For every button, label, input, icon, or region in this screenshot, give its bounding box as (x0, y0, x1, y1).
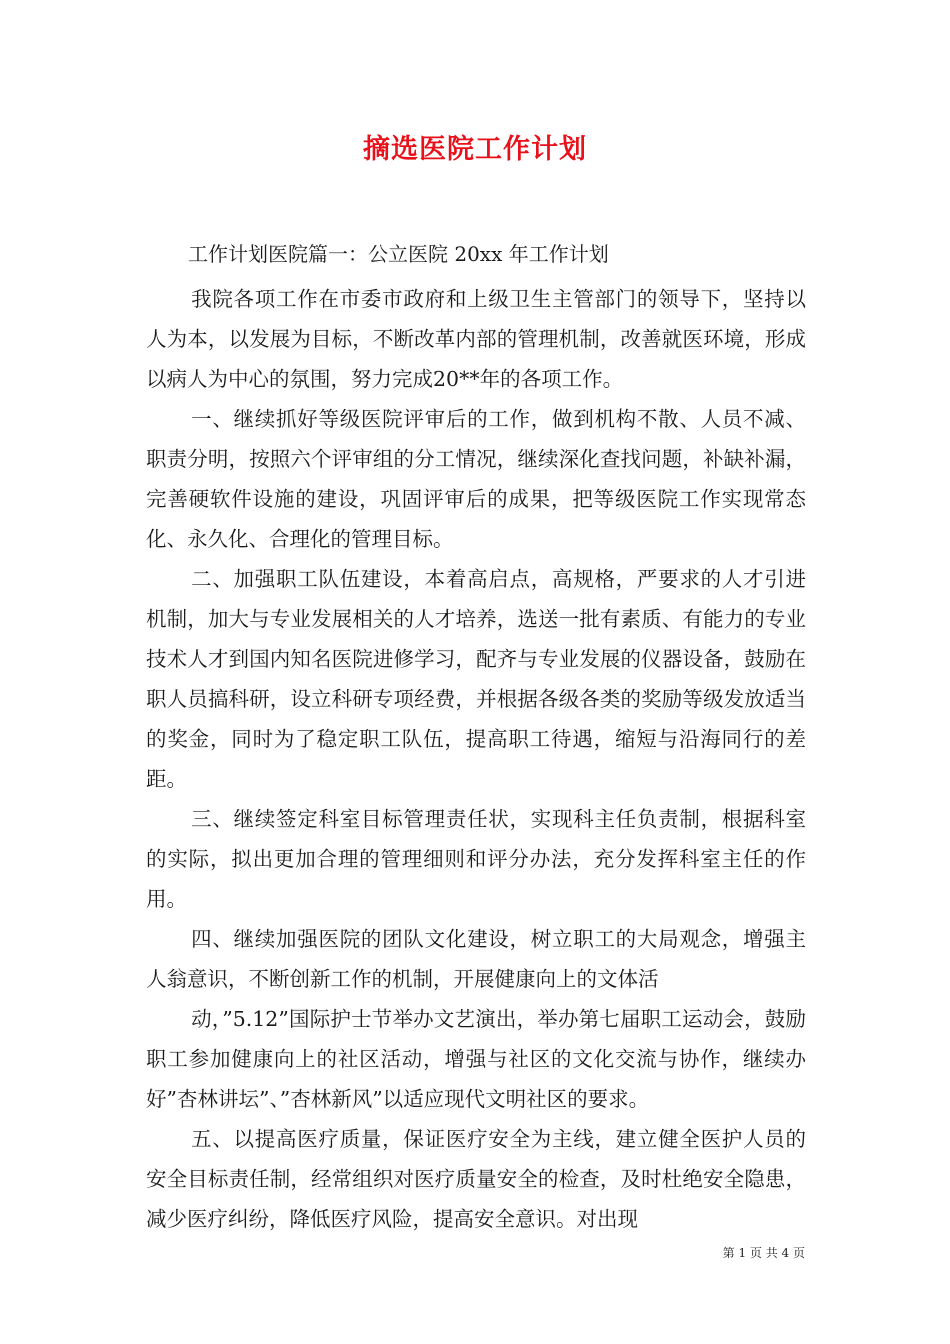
paragraph-item-3: 三、继续签定科室目标管理责任状，实现科主任负责制，根据科室的实际，拟出更加合理的管理细则和评分办法，充分发挥科室主任的作用。 (146, 807, 806, 911)
paragraph-item-1: 一、继续抓好等级医院评审后的工作，做到机构不散、人员不减、职责分明，按照六个评审组的分工情况，继续深化查找问题，补缺补漏，完善硬软件设施的建设，巩固评审后的成果，把等级医院工作实现常态化、永久化、合理化的管理目标。 (146, 407, 806, 551)
page-number: 第 1 页 共 4 页 (722, 1246, 805, 1260)
paragraph-item-2: 二、加强职工队伍建设，本着高启点，高规格，严要求的人才引进机制，加大与专业发展相关的人才培养，选送一批有素质、有能力的专业技术人才到国内知名医院进修学习，配齐与专业发展的仪器设备，鼓励在职人员搞科研，设立科研专项经费，并根据各级各类的奖励等级发放适当的奖金，同时为了稳定职工队伍，提高职工待遇，缩短与沿海同行的差距。 (146, 567, 806, 791)
paragraph-item-4-continued: 动，”5.12”国际护士节举办文艺演出，举办第七届职工运动会，鼓励职工参加健康向上的社区活动，增强与社区的文化交流与协作，继续办好”杏林讲坛”、”杏林新风”以适应现代文明社区的要求。 (146, 1007, 806, 1111)
document-subtitle: 工作计划医院篇一：公立医院 20xx 年工作计划 (188, 242, 609, 266)
paragraph-item-5: 五、以提高医疗质量，保证医疗安全为主线，建立健全医护人员的安全目标责任制，经常组织对医疗质量安全的检查，及时杜绝安全隐患，减少医疗纠纷，降低医疗风险，提高安全意识。对出现 (146, 1127, 806, 1231)
paragraph-item-4: 四、继续加强医院的团队文化建设，树立职工的大局观念，增强主人翁意识，不断创新工作的机制，开展健康向上的文体活 (146, 927, 806, 991)
paragraph-intro: 我院各项工作在市委市政府和上级卫生主管部门的领导下，坚持以人为本，以发展为目标，不断改革内部的管理机制，改善就医环境，形成以病人为中心的氛围，努力完成20**年的各项工作。 (146, 287, 806, 391)
document-title: 摘选医院工作计划 (363, 134, 587, 165)
document-body (146, 279, 806, 1239)
